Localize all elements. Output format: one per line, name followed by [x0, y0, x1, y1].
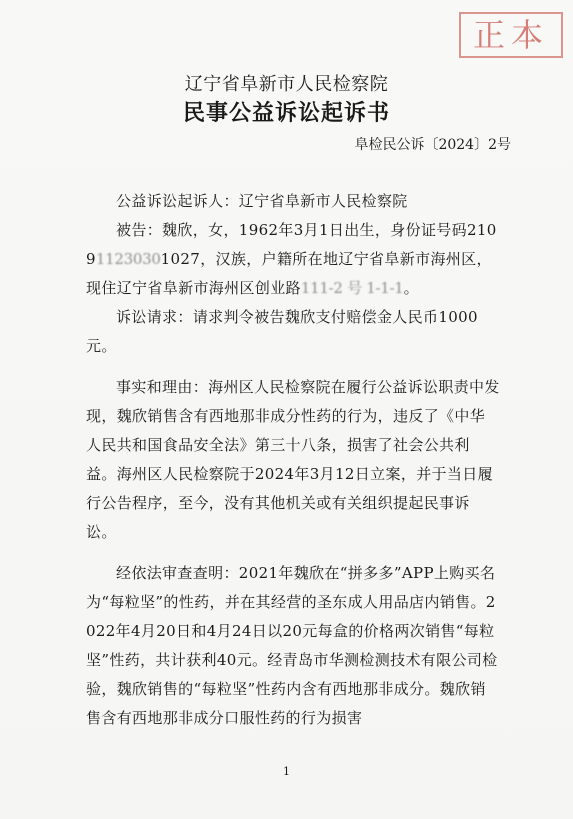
defendant-id-start: 2109	[86, 221, 497, 268]
facts-paragraph: 事实和理由：海州区人民检察院在履行公益诉讼职责中发现，魏欣销售含有西地那非成分性药的行为，违反了《中华人民共和国食品安全法》第三十八条，损害了社会公共利益。海州区人民检察院于2024年3月12日立案，并于当日履行公告程序，至今，没有其他机关或有关组织提起民事诉讼。	[86, 378, 500, 541]
defendant-paragraph	[86, 216, 500, 303]
defendant-id-redacted: 1123030	[95, 250, 161, 268]
defendant-address-redacted: 111-2 号 1-1-1	[300, 279, 404, 297]
document-title: 民事公益诉讼起诉书	[182, 101, 390, 126]
document-body	[86, 187, 500, 745]
defendant-id-end: 1027	[160, 250, 201, 268]
procuratorate-name: 辽宁省阜新市人民检察院	[184, 74, 389, 95]
investigation-paragraph: 经依法审查查明：2021年魏欣在“拼多多”APP上购买名为“每粒坚”的性药，并在其经营的圣东成人用品店内销售。2022年4月20日和4月24日以20元每盒的价格两次销售“每粒坚”性药，共计获利40元。经青岛市华测检测技术有限公司检验，魏欣销售的“每粒坚”性药内含有西地那非成分。魏欣销售含有西地那非成分口服性药的行为损害	[86, 564, 498, 727]
document-number: 阜检民公诉〔2024〕2号	[354, 137, 511, 153]
defendant-middle: ，汉族，户籍所在地辽宁省阜新市海州区，现住辽宁省阜新市海州区创业路	[86, 250, 492, 297]
claim-paragraph: 诉讼请求：请求判令被告魏欣支付赔偿金人民币1000元。	[86, 308, 478, 355]
defendant-prefix: 被告：魏欣，女，1962年3月1日出生，身份证号码	[116, 221, 468, 239]
defendant-end: 。	[403, 279, 419, 297]
original-copy-stamp: 正本	[459, 12, 563, 58]
page-number: 1	[283, 765, 290, 778]
plaintiff-paragraph: 公益诉讼起诉人：辽宁省阜新市人民检察院	[116, 192, 408, 210]
